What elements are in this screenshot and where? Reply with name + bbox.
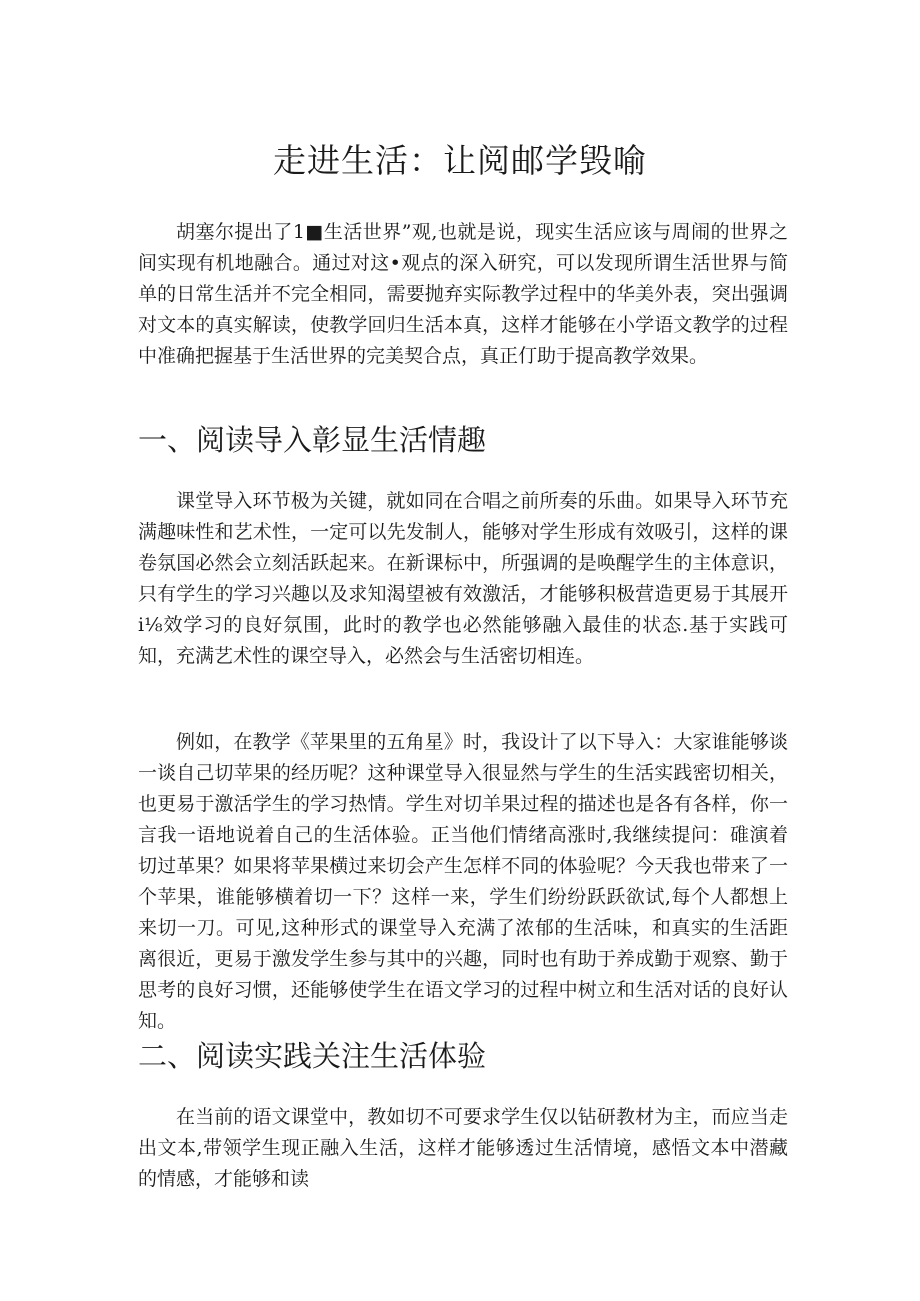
section-1-paragraph-2: 例如，在教学《苹果里的五角星》时，我设计了以下导入：大家谁能够谈一谈自己切苹果的经历呢？这种课堂导入很显然与学生的生活实践密切相关，也更易于激活学生的学习热情。学生对切羊果过程的描述也是各有各样，你一言我一语地说着自己的生活体验。正当他们情绪高涨时,我继续提问：碓演着切过革果？如果将苹果横过来切会产生怎样不同的体验呢？今天我也带来了一个苹果，谁能够横着切一下？这样一来，学生们纷纷跃跃欲试,每个人都想上来切一刀。可见,这种形式的课堂导入充满了浓郁的生活味，和真实的生活距离很近，更易于激发学生参与其中的兴趣，同时也有助于养成勤于观察、勤于思考的良好习惯，还能够使学生在语文学习的过程中树立和生活对话的良好认知。 [138, 731, 788, 1032]
intro-paragraph: 胡塞尔提出了1■生活世界”观,也就是说，现实生活应该与周闹的世界之间实现有机地融合。通过对这•观点的深入研究，可以发现所谓生活世界与简单的日常生活并不完全相同，需要抛弃实际教学过程中的华美外表，突出强调对文本的真实解读，使教学回归生活本真，这样才能够在小学语文教学的过程中准确把握基于生活世界的完美契合点，真正仃助于提高教学效果。 [138, 221, 788, 367]
section-1-paragraph-1: 课堂导入环节极为关键，就如同在合唱之前所奏的乐曲。如果导入环节充满趣味性和艺术性，一定可以先发制人，能够对学生形成有效吸引，这样的课卷氛国必然会立刻活跃起来。在新课标中，所强调的是唤醒学生的主体意识，只有学生的学习兴趣以及求知渴望被有效激活，才能够积极营造更易于其展开i⅛效学习的良好氛围，此时的教学也必然能够融入最佳的状态.基于实践可知，充满艺术性的课空导入，必然会与生活密切相连。 [138, 490, 788, 667]
document-title: 走进生活：让阅邮学毁喻 [273, 141, 647, 180]
section-1-heading: 一、阅读导入彰显生活情趣 [138, 423, 487, 457]
section-2-paragraph-1: 在当前的语文课堂中，教如切不可要求学生仅以钻研教材为主，而应当走出文本,带领学生现正融入生活，这样才能够透过生活情境，感悟文本中潜藏的情感，才能够和读 [138, 1106, 788, 1190]
section-2-heading: 二、阅读实践关注生活体验 [138, 1039, 487, 1073]
